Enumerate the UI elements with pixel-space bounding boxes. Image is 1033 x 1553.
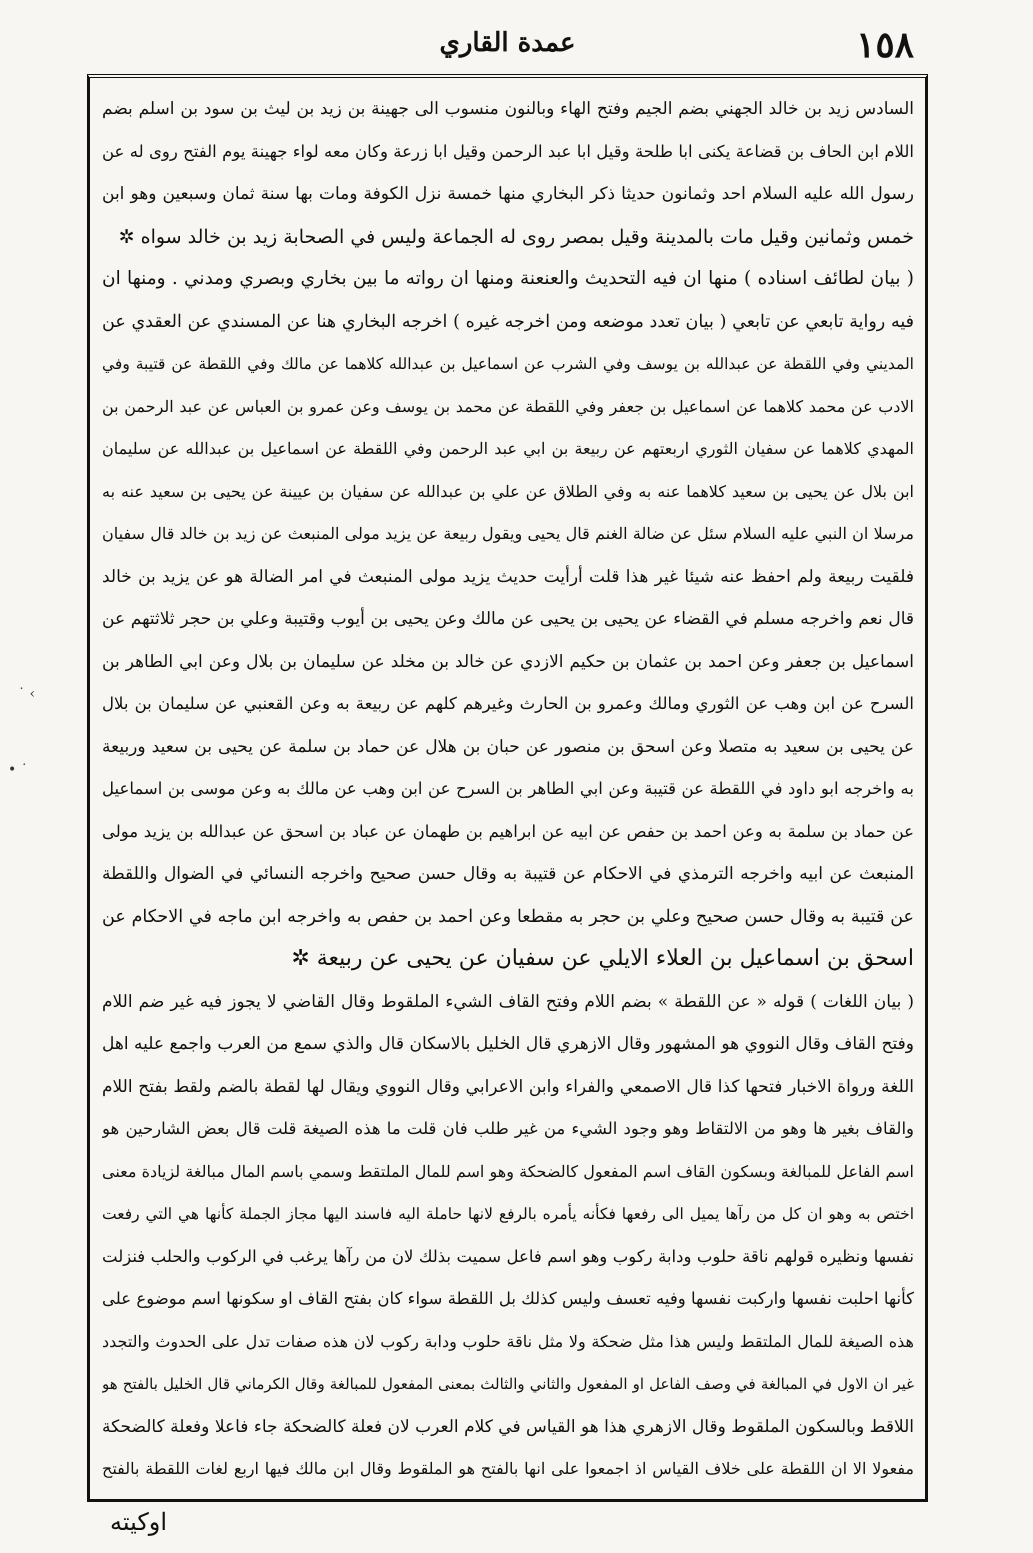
margin-mark: ˙ ‹: [18, 686, 36, 702]
text-line: رسول الله عليه السلام احد وثمانون حديثا ذكر البخاري منها خمسة نزل الكوفة ومات بها سنة ثمان وسبعين وهو ابن: [102, 184, 914, 204]
text-line: ( بيان اللغات ) قوله « عن اللقطة » بضم اللام وفتح القاف الشيء الملقوط وقال القاضي لا يجوز فيه غير ضم اللام: [102, 991, 914, 1012]
text-line: اسماعيل بن جعفر وعن احمد بن عثمان بن حكيم الازدي عن خالد بن مخلد عن سليمان بن بلال وعن ابي الطاهر بن: [102, 651, 914, 672]
text-line: اختص به وهو ان كل من رآها يميل الى رفعها فكأنه يأمره بالرفع لانها حاملة اليه فاسند اليها مجاز الجملة كأنها هي التي رفعت: [102, 1205, 914, 1223]
text-line: الادب عن محمد كلاهما عن اسماعيل بن جعفر وفي اللقطة عن محمد بن يوسف وعن عمرو بن العباس عن عبد الرحمن بن: [102, 396, 914, 416]
text-line: هذه الصيغة للمال الملتقط وليس هذا مثل ضحكة ولا مثل ناقة حلوب ودابة ركوب لان هذه صفات تدل على الحدوث والتجدد: [102, 1331, 914, 1351]
text-line: والقاف بغير ها وهو من الالتقاط وهو وجود الشيء من غير طلب فان قلت ما هذه الصيغة قلت قال بعض الشارحين هو: [102, 1119, 914, 1138]
text-line: ( بيان لطائف اسناده ) منها ان فيه التحديث والعنعنة ومنها ان رواته ما بين بخاري وبصري ومدني . ومنها ان: [102, 268, 914, 289]
text-line: المديني وفي اللقطة عن عبدالله بن يوسف وفي الشرب عن اسماعيل بن عبدالله كلاهما عن مالك وفي اللقطة عن قتيبة وفي: [102, 355, 914, 373]
text-line: قال نعم واخرجه مسلم في القضاء عن يحيى بن يحيى عن مالك وعن يحيى بن أيوب وقتيبة وعلي بن حجر ثلاثتهم عن: [102, 609, 914, 629]
margin-mark: • ˙: [8, 762, 28, 778]
page-number: ١٥٨: [855, 24, 914, 66]
text-line: وفتح القاف وقال النووي هو المشهور وقال الازهري قال الخليل بالاسكان قال والذي سمع من العرب واجمع عليه اهل: [102, 1034, 914, 1054]
text-line: السرح عن ابن وهب عن الثوري ومالك وعمرو بن الحارث وغيرهم كلهم عن ربيعة به وعن القعنبي عن سليمان بن بلال: [102, 694, 914, 713]
text-line: اللاقط وبالسكون الملقوط وقال الازهري هذا هو القياس في كلام العرب لان فعلة كالضحكة جاء فاعلا وفعلة كالضحكة: [102, 1416, 914, 1437]
text-line: اللغة ورواة الاخبار فتحها كذا قال الاصمعي والفراء وابن الاعرابي وقال النووي ويقال لها لقطة بالضم ولقط بفتح اللام: [102, 1076, 914, 1097]
text-line: كأنها احلبت نفسها واركبت نفسها وفيه تعسف وليس كذلك بل اللقطة سواء كان بفتح القاف او سكونها اسم موضوع على: [102, 1289, 914, 1308]
text-line: [102, 1491, 914, 1493]
text-line: ابن بلال عن يحيى بن سعيد كلاهما عنه به وفي الطلاق عن علي بن عبدالله عن سفيان بن عيينة عن يحيى بن سعيد عنه به: [102, 481, 914, 501]
text-line: السادس زيد بن خالد الجهني بضم الجيم وفتح الهاء وبالنون منسوب الى جهينة بن زيد بن ليث بن سود بن اسلم بضم: [102, 99, 914, 119]
text-line: اسحق بن اسماعيل بن العلاء الايلي عن سفيان عن يحيى عن ربيعة ✲: [291, 946, 914, 971]
text-line: مفعولا الا ان اللقطة على خلاف القياس اذ اجمعوا على انها بالفتح هو الملقوط وقال ابن مالك فيها اربع لغات اللقطة بالفتح: [102, 1459, 914, 1478]
text-line: عن يحيى بن سعيد به متصلا وعن اسحق بن منصور عن حبان بن هلال عن حماد بن سلمة عن يحيى بن سعيد وربيعة: [102, 736, 914, 757]
text-line: عن حماد بن سلمة به وعن احمد بن حفص عن ابيه عن ابراهيم بن طهمان عن عباد بن اسحق عن عبدالله بن يزيد مولى: [102, 821, 914, 841]
text-line: المهدي كلاهما عن سفيان الثوري اربعتهم عن ربيعة بن ابي عبد الرحمن وفي اللقطة عن اسماعيل بن عبدالله عن سليمان: [102, 439, 914, 458]
text-line: عن قتيبة به وقال حسن صحيح وعلي بن حجر به مقطعا وعن احمد بن حفص به واخرجه ابن ماجه في الاحكام عن: [102, 906, 914, 927]
text-line: مرسلا ان النبي عليه السلام سئل عن ضالة الغنم قال يحيى ويقول ربيعة عن يزيد مولى المنبعث عن زيد بن خالد قال سفيان: [102, 524, 914, 543]
text-line: اللام ابن الحاف بن قضاعة يكنى ابا طلحة وقيل ابا عبد الرحمن وقيل ابا زرعة وكان معه لواء جهينة يوم الفتح روى له عن: [102, 141, 914, 161]
text-line: خمس وثمانين وقيل مات بالمدينة وقيل بمصر روى له الجماعة وليس في الصحابة زيد بن خالد سواه ✲: [118, 225, 914, 248]
text-line: اسم الفاعل للمبالغة وبسكون القاف اسم المفعول كالضحكة وهو اسم للمال الملتقط وسمي باسم المال مبالغة لزيادة معنى: [102, 1161, 914, 1181]
page-header: [95, 18, 920, 70]
catchword: اوكيته: [110, 1508, 168, 1536]
text-line: نفسها ونظيره قولهم ناقة حلوب ودابة ركوب وهو اسم فاعل سميت بذلك لان من رآها يرغب في الركوب والحلب فنزلت: [102, 1246, 914, 1266]
text-line: فيه رواية تابعي عن تابعي ( بيان تعدد موضعه ومن اخرجه غيره ) اخرجه البخاري هنا عن المسندي عن العقدي عن: [102, 311, 914, 332]
text-line: غير ان الاول في المبالغة في وصف الفاعل او المفعول والثاني والثالث بمعنى المفعول للمبالغة وقال الكرماني قال الخليل بالفتح هو: [102, 1375, 914, 1393]
text-line: المنبعث عن ابيه واخرجه الترمذي في الاحكام عن قتيبة به وقال حسن صحيح واخرجه النسائي في الضوال واللقطة: [102, 864, 914, 884]
running-title: عمدة القاري: [439, 28, 576, 58]
text-line: فلقيت ربيعة ولم احفظ عنه شيئا غير هذا قلت أرأيت حديث يزيد مولى المنبعث في امر الضالة هو عن يزيد بن خالد: [102, 566, 914, 587]
body-text: [102, 88, 914, 1492]
text-line: به واخرجه ابو داود في اللقطة عن قتيبة وعن ابي الطاهر بن السرح عن ابن وهب عن مالك به وعن موسى بن اسماعيل: [102, 779, 914, 798]
